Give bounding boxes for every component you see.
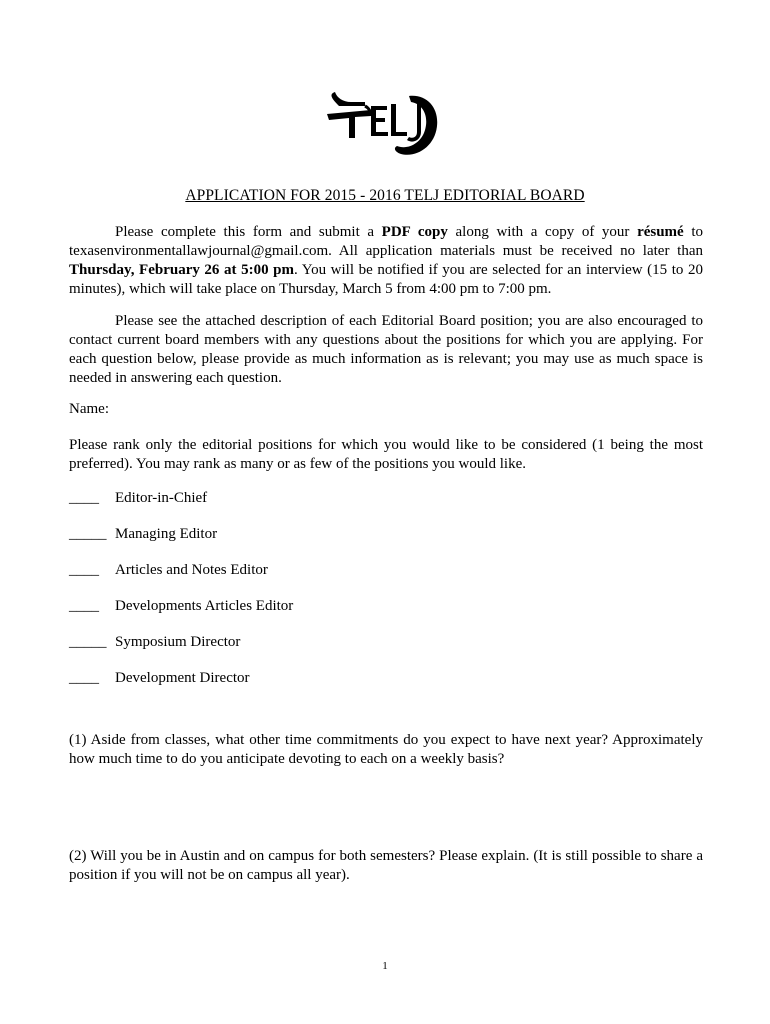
- intro-text: Please see the attached description of each Editorial Board position; you are also encouraged to contact current board members with any questions about the positions for which you are applying. For each question below, please provide as much information as is relevant; you may use as much space is needed in answering each question.: [69, 313, 703, 386]
- rank-item-managing-editor: [69, 526, 217, 546]
- rank-item-developments-articles-editor: [69, 598, 293, 618]
- rank-item-development-director: [69, 670, 250, 690]
- intro-text: . You will be notified if you are selected for an interview (15 to 20 minutes), which will take place on Thursday, March 5 from 4:00 pm to 7:00 pm.: [69, 262, 703, 297]
- position-label: Developments Articles Editor: [115, 598, 294, 614]
- telj-logo: [325, 92, 443, 162]
- position-label: Articles and Notes Editor: [115, 562, 268, 578]
- form-title: APPLICATION FOR 2015 - 2016 TELJ EDITORIAL BOARD: [185, 187, 585, 204]
- rank-item-symposium-director: [69, 634, 240, 654]
- intro-text: along with a copy of your: [447, 224, 638, 240]
- rank-blank[interactable]: _____: [69, 634, 107, 650]
- intro-text: Please complete this form and submit a: [115, 224, 382, 240]
- resume-emphasis: résumé: [637, 224, 684, 240]
- rank-blank[interactable]: ____: [69, 562, 99, 578]
- name-label: Name:: [69, 401, 109, 417]
- position-label: Symposium Director: [115, 634, 241, 650]
- intro-text: to texasenvironmentallawjournal@gmail.com. All application materials must be received no later than: [69, 224, 704, 259]
- pdf-copy-emphasis: PDF copy: [381, 224, 448, 240]
- position-label: Development Director: [115, 670, 250, 686]
- rank-instructions: Please rank only the editorial positions for which you would like to be considered (1 being the most preferred). You may rank as many or as few of the positions you would like.: [69, 437, 703, 472]
- intro-paragraph-1: [69, 223, 703, 299]
- rank-item-editor-in-chief: [69, 490, 207, 510]
- rank-blank[interactable]: ____: [69, 670, 99, 686]
- question-2: (2) Will you be in Austin and on campus for both semesters? Please explain. (It is still possible to share a position if you will not be on campus all year).: [69, 848, 703, 883]
- rank-blank[interactable]: ____: [69, 490, 99, 506]
- rank-blank[interactable]: _____: [69, 526, 107, 542]
- question-1: (1) Aside from classes, what other time commitments do you expect to have next year? Approximately how much time to do you anticipate devoting to each on a weekly basis?: [69, 732, 703, 767]
- deadline-emphasis: Thursday, February 26 at 5:00 pm: [69, 262, 294, 278]
- position-label: Managing Editor: [115, 526, 218, 542]
- intro-paragraph-2: [69, 312, 703, 388]
- rank-blank[interactable]: ____: [69, 598, 99, 614]
- page-number: 1: [382, 960, 388, 972]
- rank-item-articles-notes-editor: [69, 562, 268, 582]
- position-label: Editor-in-Chief: [115, 490, 208, 506]
